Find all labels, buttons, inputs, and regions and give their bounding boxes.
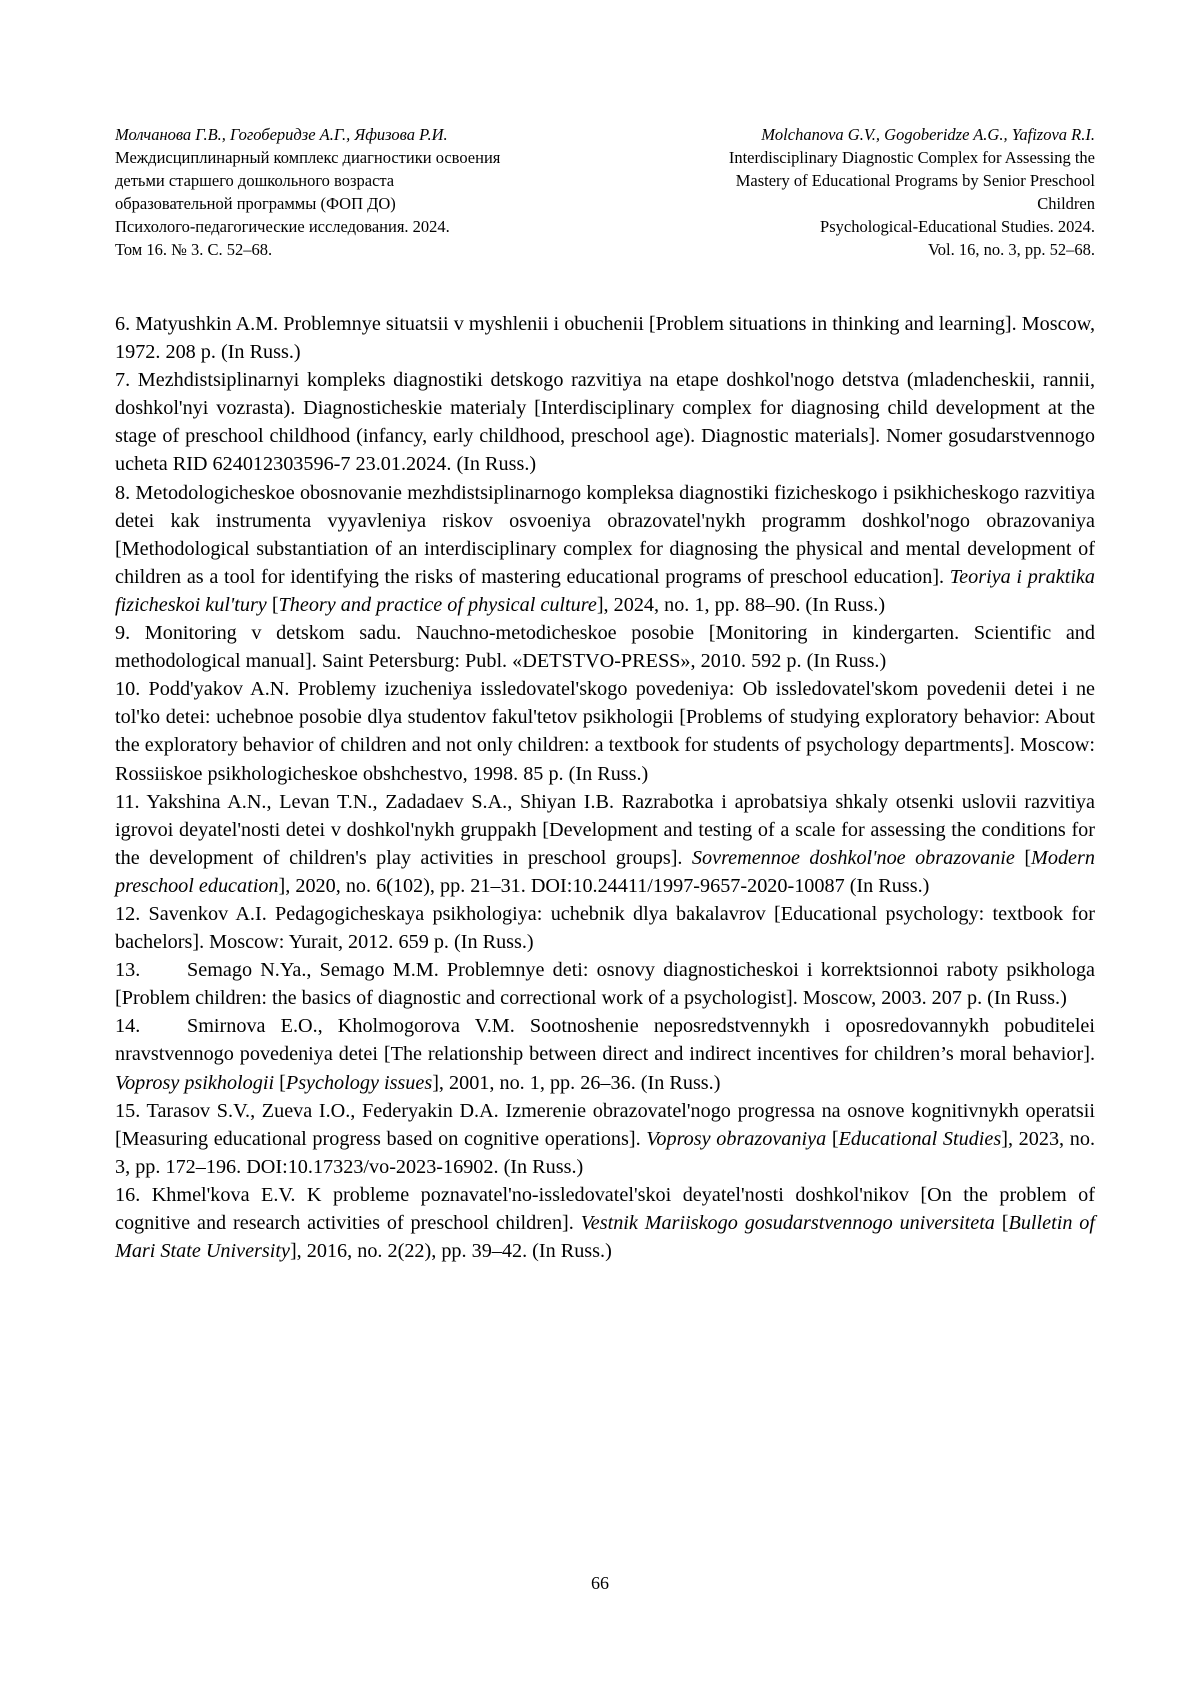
reference-item	[115, 1097, 1095, 1181]
reference-item	[115, 479, 1095, 619]
reference-text: 15. Tarasov S.V., Zueva I.O., Federyakin D.A. Izmerenie obrazovatel'nogo progressa na osnove kognitivnykh operatsii [Measuring educational progress based on cognitive operations].	[115, 1099, 1095, 1150]
reference-source-italic: Teoriya i praktika fizicheskoi kul'tury	[115, 565, 1095, 616]
reference-number: 14.	[115, 1015, 141, 1038]
page-number: 66	[591, 1573, 609, 1593]
reference-item	[115, 900, 1095, 956]
reference-source-italic: Sovremennoe doshkol'noe obrazovanie	[691, 846, 1015, 869]
reference-text: ], 2024, no. 1, pp. 88–90. (In Russ.)	[596, 593, 886, 616]
reference-source-italic: Psychology issues	[285, 1071, 433, 1094]
reference-text: 11. Yakshina A.N., Levan T.N., Zadadaev S.A., Shiyan I.B. Razrabotka i aprobatsiya shkaly otsenki uslovii razvitiya igrovoi deyatel'nosti detei v doshkol'nykh gruppakh [Development and testing of a scale for assessing the conditions for the development of children's play activities in preschool groups].	[115, 790, 1095, 869]
reference-text: Smirnova E.O., Kholmogorova V.M. Sootnoshenie neposredstvennykh i oposredovannykh pobuditelei nravstvennogo povedeniya detei [The relationship between direct and indirect incentives for children’s moral behavior].	[115, 1015, 1095, 1066]
header-title-en-line: Children	[1037, 194, 1095, 213]
reference-text: [	[266, 593, 279, 616]
reference-text: ], 2001, no. 1, pp. 26–36. (In Russ.)	[432, 1071, 721, 1094]
reference-text: 8. Metodologicheskoe obosnovanie mezhdistsiplinarnogo kompleksa diagnostiki fizicheskogo i psikhicheskogo razvitiya detei kak instrumenta vyyavleniya riskov osvoeniya obrazovatel'nykh programm doshkol'nogo obrazovaniya [Methodological substantiation of an interdisciplinary complex for diagnosing the physical and mental development of children as a tool for identifying the risks of mastering educational programs of preschool education].	[115, 481, 1095, 588]
reference-text: [	[826, 1127, 839, 1150]
reference-list	[115, 310, 1095, 1265]
header-volume-ru: Том 16. № 3. С. 52–68.	[115, 240, 273, 259]
running-header	[115, 123, 1095, 261]
reference-text: ], 2023, no. 3, pp. 172–196. DOI:10.17323/vo-2023-16902. (In Russ.)	[115, 1127, 1095, 1178]
reference-text: [	[994, 1212, 1009, 1234]
reference-text: ], 2020, no. 6(102), pp. 21–31. DOI:10.24411/1997-9657-2020-10087 (In Russ.)	[278, 874, 930, 897]
header-volume-en: Vol. 16, no. 3, pp. 52–68.	[928, 240, 1095, 259]
reference-source-italic: Voprosy obrazovaniya	[646, 1127, 827, 1150]
header-journal-en: Psychological-Educational Studies. 2024.	[820, 217, 1095, 236]
reference-source-italic: Vestnik Mariiskogo gosudarstvennogo universiteta	[580, 1212, 995, 1234]
reference-item	[115, 366, 1095, 478]
reference-source-italic: Bulletin of Mari State University	[115, 1212, 1095, 1263]
reference-text: [	[274, 1071, 286, 1094]
reference-text: 7. Mezhdistsiplinarnyi kompleks diagnostiki detskogo razvitiya na etape doshkol'nogo detstva (mladencheskii, rannii, doshkol'nyi vozrasta). Diagnosticheskie materialy [Interdisciplinary complex for diagnosing child development at the stage of preschool childhood (infancy, early childhood, preschool age). Diagnostic materials]. Nomer gosudarstvennogo ucheta RID 624012303596-7 23.01.2024. (In Russ.)	[115, 369, 1095, 476]
header-title-en-line: Interdisciplinary Diagnostic Complex for Assessing the	[728, 148, 1095, 167]
header-title-ru-line: Междисциплинарный комплекс диагностики освоения	[115, 148, 501, 167]
reference-text: ], 2016, no. 2(22), pp. 39–42. (In Russ.)	[289, 1240, 612, 1263]
reference-text: 9. Monitoring v detskom sadu. Nauchno-metodicheskoe posobie [Monitoring in kindergarten. Scientific and methodological manual]. Saint Petersburg: Publ. «DETSTVO-PRESS», 2010. 592 p. (In Russ.)	[115, 622, 1095, 673]
reference-text: 12. Savenkov A.I. Pedagogicheskaya psikhologiya: uchebnik dlya bakalavrov [Educational psychology: textbook for bachelors]. Moscow: Yurait, 2012. 659 p. (In Russ.)	[115, 902, 1095, 954]
reference-text: 10. Podd'yakov A.N. Problemy izucheniya issledovatel'skogo povedeniya: Ob issledovatel'skom povedenii detei i ne tol'ko detei: uchebnoe posobie dlya studentov fakul'tetov psikhologii [Problems of studying exploratory behavior: About the exploratory behavior of children and not only children: a textbook for students of psychology departments]. Moscow: Rossiiskoe psikhologicheskoe obshchestvo, 1998. 85 p. (In Russ.)	[115, 678, 1095, 785]
header-authors-en: Molchanova G.V., Gogoberidze A.G., Yafizova R.I.	[761, 125, 1095, 144]
header-title-ru-line: образовательной программы (ФОП ДО)	[115, 194, 396, 213]
header-russian	[115, 123, 500, 261]
reference-text: [	[1014, 846, 1032, 869]
reference-text: 16. Khmel'kova E.V. K probleme poznavatel'no-issledovatel'skoi deyatel'nosti doshkol'nikov [On the problem of cognitive and research activities of preschool children].	[115, 1183, 1095, 1234]
reference-item	[115, 675, 1095, 787]
reference-item	[115, 956, 1095, 1012]
reference-source-italic: Modern preschool education	[115, 846, 1095, 897]
header-authors-ru: Молчанова Г.В., Гогоберидзе А.Г., Яфизова Р.И.	[115, 125, 448, 144]
reference-text: Semago N.Ya., Semago M.M. Problemnye deti: osnovy diagnosticheskoi i korrektsionnoi raboty psikhologa [Problem children: the basics of diagnostic and correctional work of a psychologist]. Moscow, 2003. 207 p. (In Russ.)	[115, 959, 1095, 1010]
header-english	[729, 123, 1095, 261]
reference-source-italic: Educational Studies	[838, 1127, 1002, 1150]
reference-item	[115, 788, 1095, 900]
reference-item	[115, 310, 1095, 366]
header-journal-ru: Психолого-педагогические исследования. 2024.	[115, 217, 450, 236]
reference-number: 13.	[115, 959, 141, 982]
header-title-ru-line: детьми старшего дошкольного возраста	[115, 171, 395, 190]
reference-source-italic: Theory and practice of physical culture	[278, 593, 597, 616]
reference-item	[115, 619, 1095, 675]
header-title-en-line: Mastery of Educational Programs by Senior Preschool	[735, 171, 1095, 190]
reference-text: 6. Matyushkin A.M. Problemnye situatsii v myshlenii i obuchenii [Problem situations in thinking and learning]. Moscow, 1972. 208 p. (In Russ.)	[115, 313, 1095, 364]
reference-item	[115, 1181, 1095, 1265]
reference-item	[115, 1012, 1095, 1096]
reference-source-italic: Voprosy psikhologii	[115, 1071, 275, 1094]
